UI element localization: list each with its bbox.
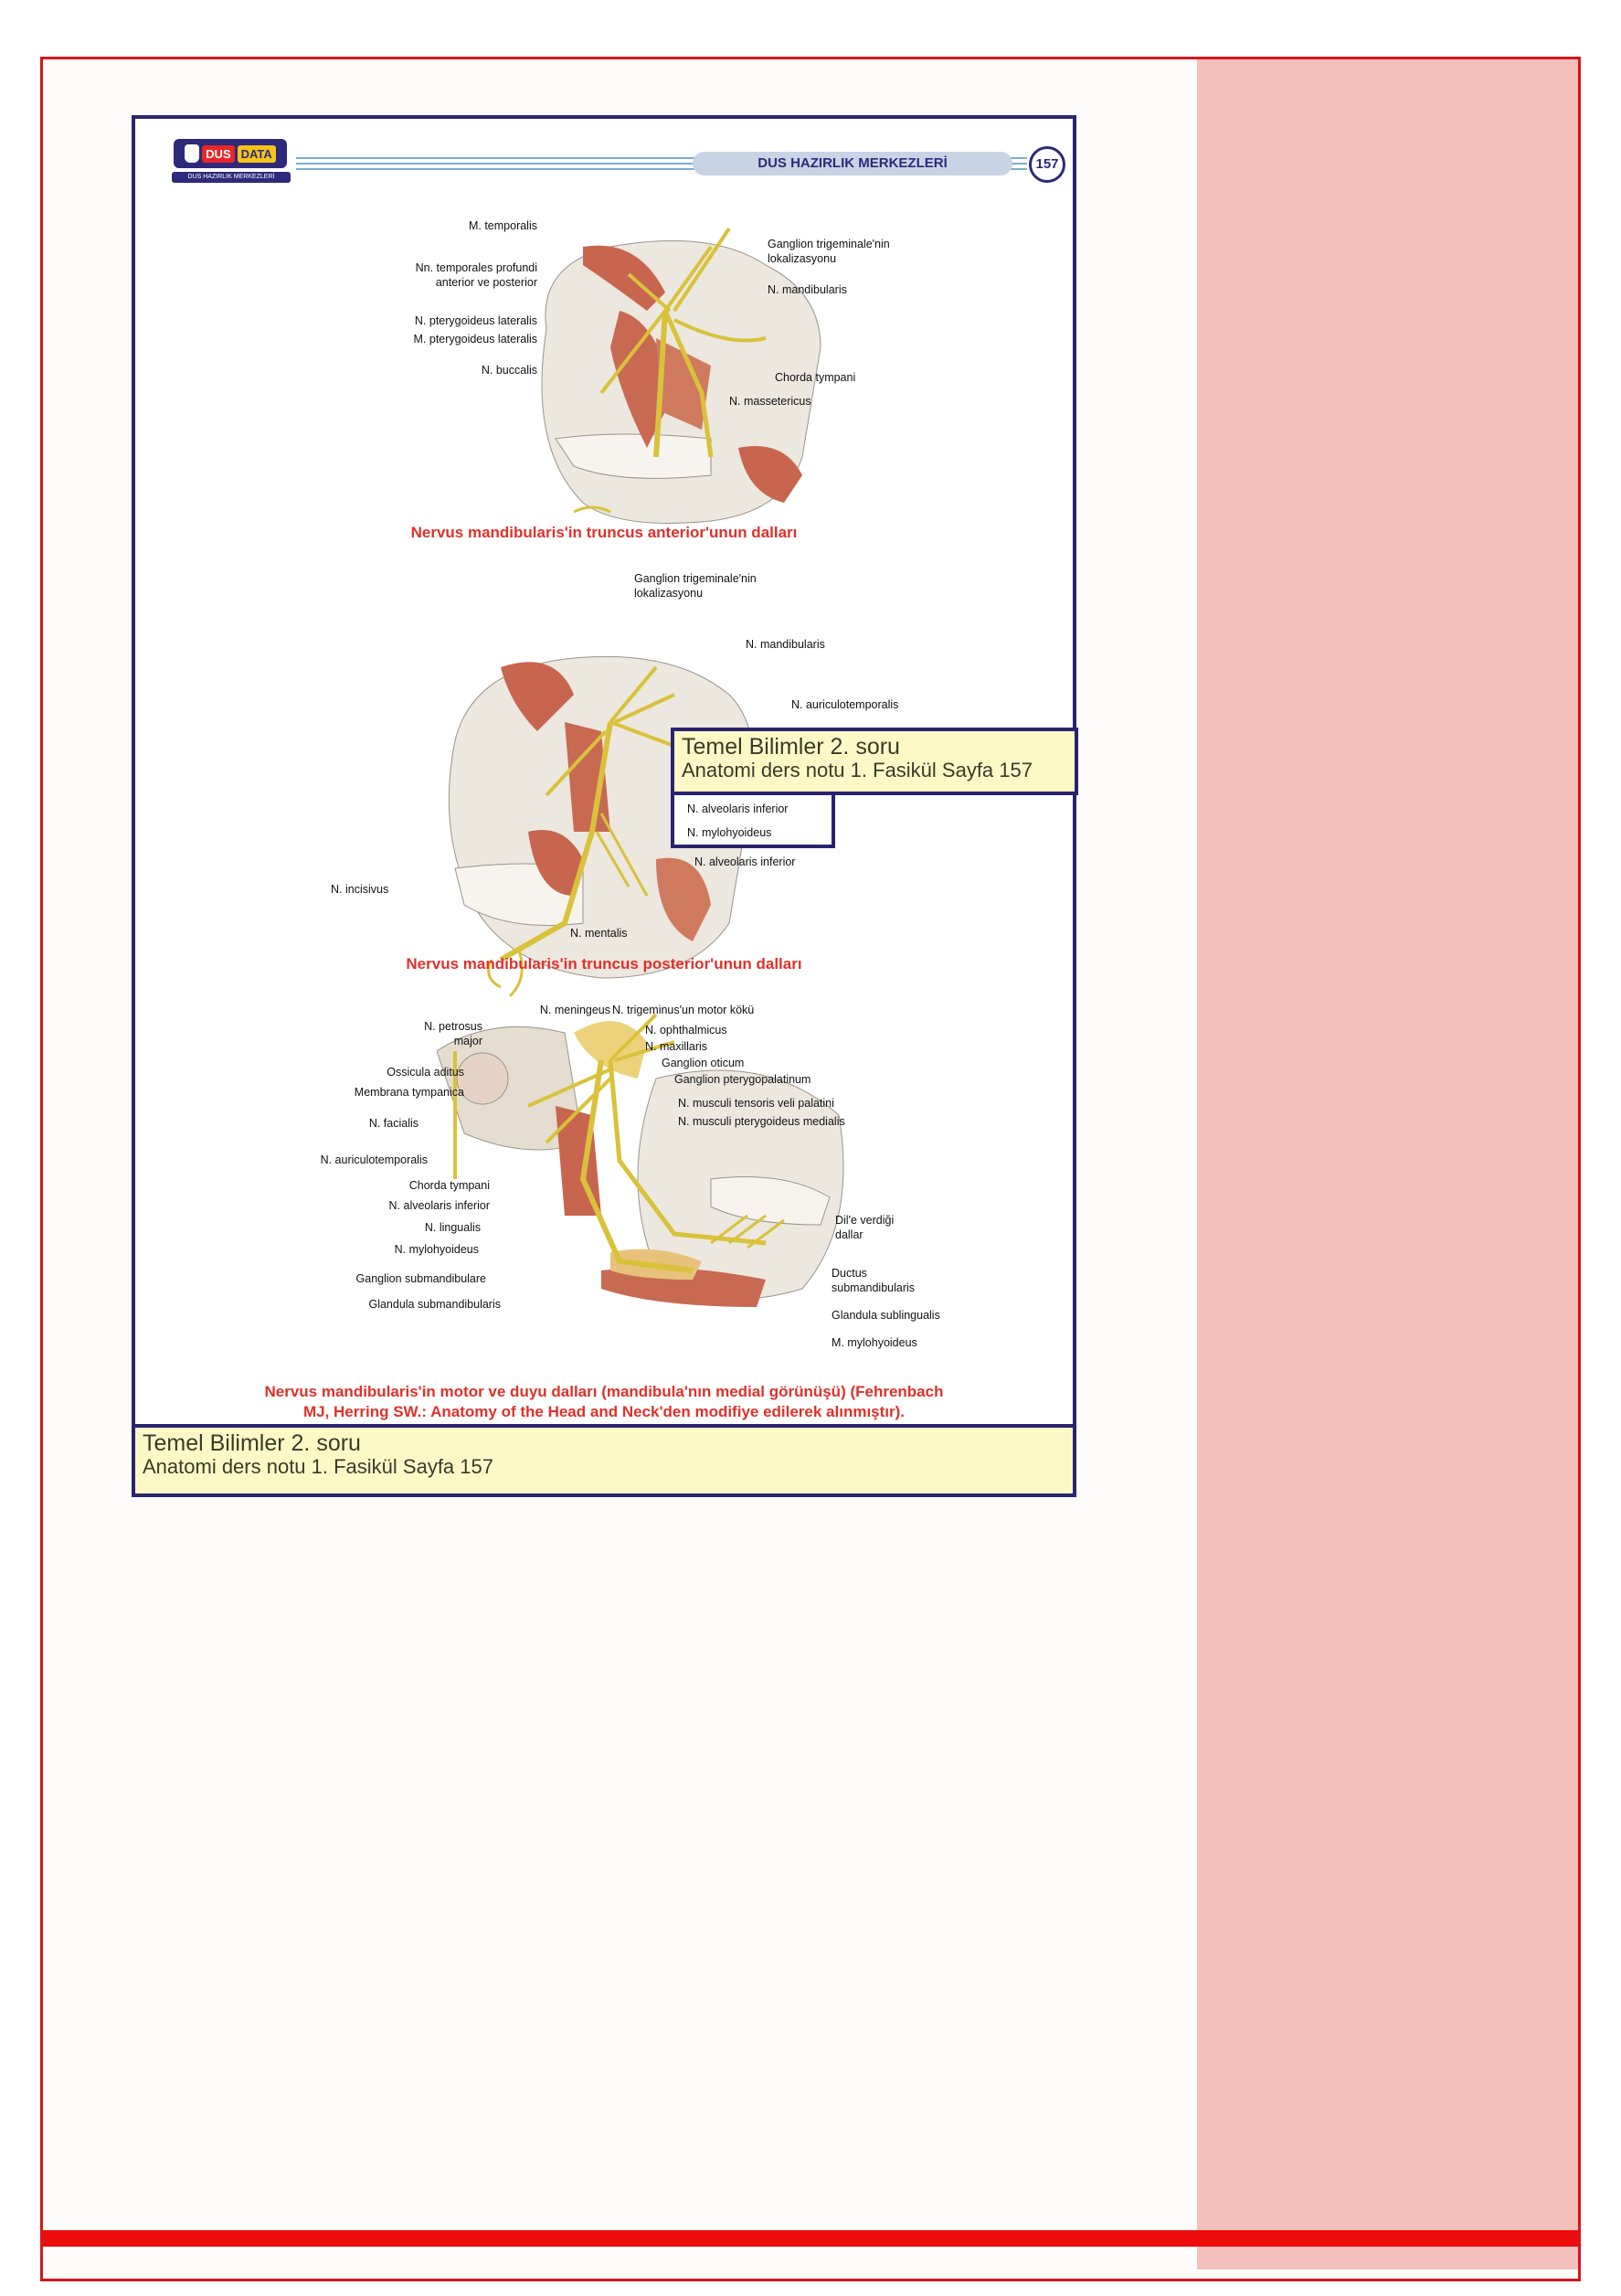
fig3-label: N. meningeus [539,1004,610,1016]
tooth-icon [185,144,199,163]
logo-subtitle: DUS HAZIRLIK MERKEZLERİ [172,172,291,183]
fig3-label: Membrana tympanica [354,1086,464,1099]
fig3-label: Chorda tympani [408,1179,490,1192]
fig2-label: N. alveolaris inferior [694,856,796,868]
fig3-label: Ductus [832,1267,867,1280]
fig2-label: N. incisivus [331,883,389,896]
fig2-label: N. alveolaris inferior [687,803,789,815]
fig3-label: Ganglion submandibulare [355,1272,486,1285]
fig1-label: Ganglion trigeminale'nin [768,238,890,250]
fig1-label: N. mandibularis [768,283,847,296]
bottom-note-box [132,1424,1076,1497]
fig1-label: Chorda tympani [775,371,856,384]
page-header [135,119,1073,201]
fig3-label: submandibularis [832,1281,916,1294]
fig1-label: N. massetericus [729,395,811,408]
header-banner: DUS HAZIRLIK MERKEZLERİ [693,152,1012,175]
note-title: Temel Bilimler 2. soru [143,1430,361,1456]
figure3-caption-line1: Nervus mandibularis'in motor ve duyu dalları (mandibula'nın medial görünüşü) (Fehrenbach [264,1383,944,1400]
fig3-label: N. auriculotemporalis [320,1153,428,1166]
fig2-label: N. auriculotemporalis [791,698,899,711]
note-title: Temel Bilimler 2. soru [682,734,900,760]
fig2-label: lokalizasyonu [634,587,704,600]
fig3-label: N. alveolaris inferior [388,1199,490,1212]
logo-data: DATA [238,145,276,163]
fig3-label: Dil'e verdiği [835,1214,895,1227]
fig3-label: Ganglion oticum [662,1057,745,1069]
fig3-label: Ossicula aditus [387,1066,464,1079]
fig1-label: lokalizasyonu [768,252,837,265]
fig3-label: Glandula sublingualis [832,1309,940,1322]
fig3-label: N. mylohyoideus [394,1243,479,1256]
fig3-label: N. ophthalmicus [645,1024,727,1036]
inline-note-box [671,728,1078,795]
note-subtitle: Anatomi ders notu 1. Fasikül Sayfa 157 [682,759,1033,781]
figure1-caption: Nervus mandibularis'in truncus anterior'unun dalları [410,524,798,541]
highlight-box [671,792,835,848]
logo-dus: DUS [202,145,234,163]
fig2-label: Ganglion trigeminale'nin [634,572,757,585]
fig3-label: N. lingualis [424,1221,481,1234]
fig3-label: N. petrosus [424,1020,482,1033]
fig3-label: major [453,1035,482,1047]
note-subtitle: Anatomi ders notu 1. Fasikül Sayfa 157 [143,1455,493,1478]
fig3-label: Glandula submandibularis [368,1298,501,1311]
fig2-label: N. mylohyoideus [687,826,772,839]
fig3-label: N. facialis [368,1117,418,1130]
fig2-label: N. mandibularis [746,638,825,651]
fig3-label: M. mylohyoideus [832,1336,917,1349]
fig3-label: N. musculi pterygoideus medialis [678,1115,845,1128]
fig3-label: N. maxillaris [645,1040,708,1053]
dusdata-logo [174,139,287,168]
fig1-label: N. buccalis [481,364,537,377]
fig3-label: N. trigeminus'un motor kökü [612,1004,755,1016]
fig1-label: M. pterygoideus lateralis [413,333,537,345]
bottom-bar [43,2230,1578,2247]
fig2-label: N. mentalis [570,927,628,940]
fig1-label: M. temporalis [468,219,537,232]
figure2-caption: Nervus mandibularis'in truncus posterior'unun dalları [406,955,802,973]
fig1-label: N. pterygoideus lateralis [414,314,537,327]
side-panel [1197,59,1578,2269]
fig1-label: Nn. temporales profundi [415,261,537,274]
textbook-page [132,115,1076,1428]
fig3-label: Ganglion pterygopalatinum [674,1073,811,1086]
figure3-caption-line2: MJ, Herring SW.: Anatomy of the Head and Neck'den modifiye edilerek alınmıştır). [302,1403,906,1420]
fig3-label: N. musculi tensoris veli palatini [678,1097,834,1110]
fig3-label: dallar [835,1228,863,1241]
page-number: 157 [1029,146,1065,183]
fig1-label: anterior ve posterior [435,276,537,289]
